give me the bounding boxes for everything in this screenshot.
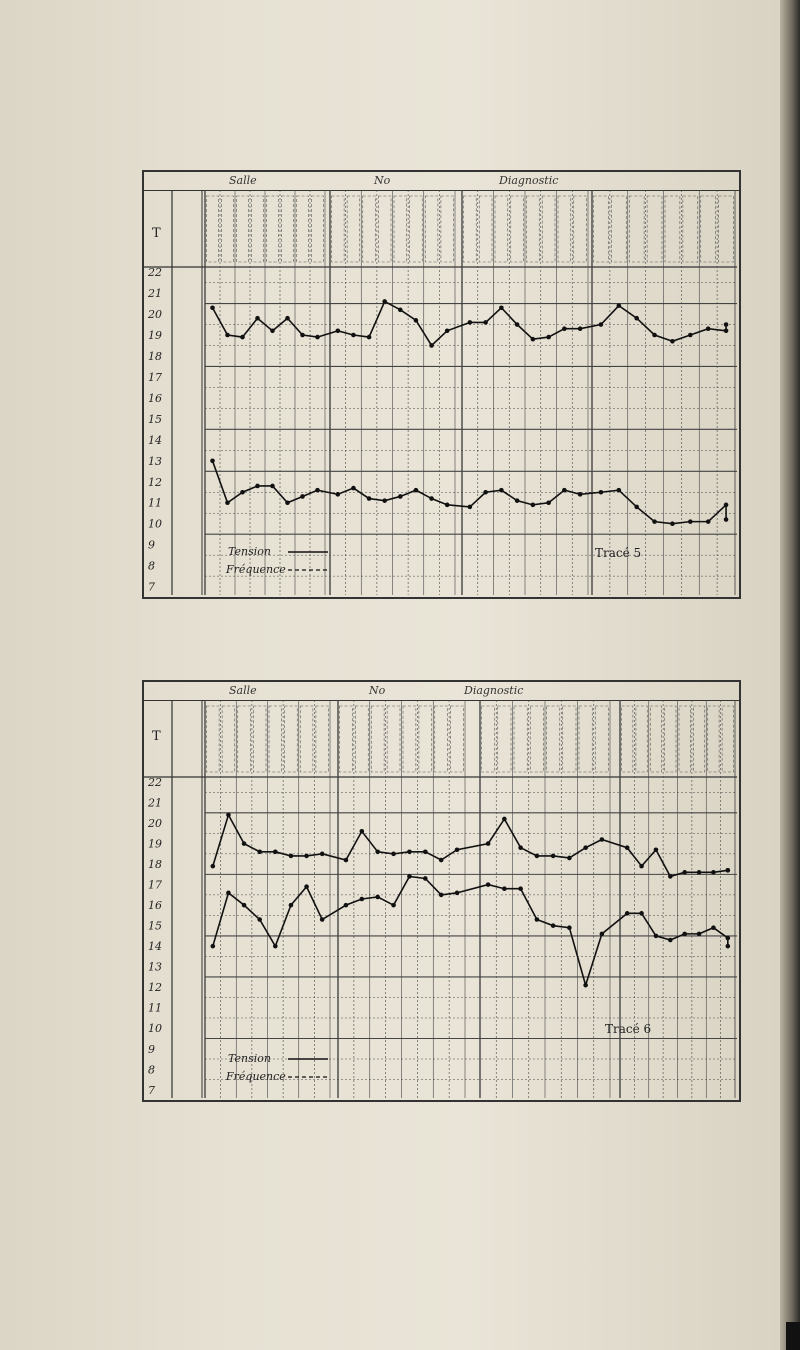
tension-upper-point xyxy=(711,870,716,875)
temp-label-22: 22 xyxy=(148,266,162,280)
temp-label-12: 12 xyxy=(148,475,162,489)
time-slot-mark xyxy=(451,706,464,772)
time-slot-mark xyxy=(285,706,298,772)
time-slot-mark xyxy=(622,706,633,772)
salle-label: Salle xyxy=(229,684,257,697)
temp-label-11: 11 xyxy=(148,496,162,510)
tension-lower-point xyxy=(697,932,702,937)
trace-label: Tracé 6 xyxy=(605,1022,652,1036)
time-slot-mark xyxy=(355,706,368,772)
tension-lower-point xyxy=(726,936,731,941)
tension-upper-point xyxy=(375,850,380,855)
axis-title-t: T xyxy=(152,729,161,744)
tension-upper-point xyxy=(211,864,216,869)
tension-lower-point xyxy=(711,925,716,930)
time-slot-mark xyxy=(679,706,690,772)
tension-lower-line xyxy=(213,876,728,985)
tension-lower-point xyxy=(455,891,460,896)
tension-lower-point xyxy=(583,983,588,988)
tension-upper-point xyxy=(273,850,278,855)
time-slot-mark xyxy=(514,706,527,772)
tension-lower-point xyxy=(567,925,572,930)
legend-tension: Tension xyxy=(228,545,271,558)
tension-lower-point xyxy=(320,917,325,922)
temp-label-14: 14 xyxy=(148,940,162,954)
tension-lower-point xyxy=(273,944,278,949)
time-slot-mark xyxy=(693,706,704,772)
temp-label-13: 13 xyxy=(148,960,162,974)
tension-lower-point xyxy=(639,911,644,916)
time-slot-mark xyxy=(300,706,313,772)
temp-label-16: 16 xyxy=(148,899,162,913)
legend-frequence: Fréquence xyxy=(226,563,286,576)
temp-label-8: 8 xyxy=(148,559,155,573)
time-slot-mark xyxy=(482,706,495,772)
tension-upper-point xyxy=(502,817,507,822)
page-edge xyxy=(780,0,800,1350)
temp-label-13: 13 xyxy=(148,454,162,468)
tension-upper-point xyxy=(639,864,644,869)
tension-lower-point xyxy=(226,891,231,896)
tension-upper-point xyxy=(668,874,673,879)
time-slot-mark xyxy=(253,706,266,772)
time-slot-mark xyxy=(238,706,251,772)
time-slot-mark xyxy=(636,706,647,772)
time-slot-mark xyxy=(419,706,432,772)
tension-lower-point xyxy=(423,876,428,881)
tension-lower-point xyxy=(535,917,540,922)
tension-upper-point xyxy=(360,829,365,834)
tension-upper-point xyxy=(654,847,659,852)
legend-frequence: Fréquence xyxy=(226,1070,286,1083)
temp-label-15: 15 xyxy=(148,412,162,426)
time-slot-mark xyxy=(387,706,400,772)
temp-label-11: 11 xyxy=(148,1001,162,1015)
no-label: No xyxy=(369,684,386,697)
temp-label-20: 20 xyxy=(148,817,162,831)
axis-title-t: T xyxy=(152,226,161,241)
temp-label-10: 10 xyxy=(148,517,162,531)
tension-lower-point xyxy=(654,934,659,939)
temp-label-15: 15 xyxy=(148,919,162,933)
temp-label-21: 21 xyxy=(148,287,162,301)
time-slot-mark xyxy=(435,706,448,772)
temp-label-16: 16 xyxy=(148,391,162,405)
tension-upper-point xyxy=(455,847,460,852)
tension-lower-point xyxy=(625,911,630,916)
diagnostic-label: Diagnostic xyxy=(464,684,524,697)
time-slot-mark xyxy=(207,706,220,772)
tension-lower-point xyxy=(502,886,507,891)
tension-lower-point xyxy=(375,895,380,900)
tension-lower-point xyxy=(211,944,216,949)
tension-lower-point xyxy=(551,923,556,928)
temp-label-9: 9 xyxy=(148,1042,155,1056)
time-slot-mark xyxy=(222,706,235,772)
tension-upper-point xyxy=(391,852,396,857)
trace-label: Tracé 5 xyxy=(595,546,642,560)
time-slot-mark xyxy=(722,706,733,772)
diagnostic-label: Diagnostic xyxy=(499,174,559,187)
time-slot-mark xyxy=(547,706,560,772)
tension-lower-point xyxy=(391,903,396,908)
tension-upper-point xyxy=(682,870,687,875)
temp-label-12: 12 xyxy=(148,981,162,995)
tension-upper-point xyxy=(257,850,262,855)
tension-lower-point xyxy=(344,903,349,908)
time-slot-mark xyxy=(403,706,416,772)
temp-label-8: 8 xyxy=(148,1063,155,1077)
tension-lower-point xyxy=(682,932,687,937)
time-slot-mark xyxy=(316,706,329,772)
tension-lower-point xyxy=(439,893,444,898)
tension-upper-point xyxy=(407,850,412,855)
time-slot-mark xyxy=(340,706,353,772)
time-slot-mark xyxy=(498,706,511,772)
temp-label-20: 20 xyxy=(148,308,162,322)
temp-label-19: 19 xyxy=(148,837,162,851)
time-slot-mark xyxy=(563,706,576,772)
tension-lower-point xyxy=(486,882,491,887)
tension-upper-point xyxy=(226,813,231,818)
time-slot-mark xyxy=(530,706,543,772)
tension-upper-line xyxy=(213,815,728,877)
temp-label-7: 7 xyxy=(148,1083,155,1097)
tension-upper-point xyxy=(697,870,702,875)
temp-label-14: 14 xyxy=(148,433,162,447)
time-slot-mark xyxy=(269,706,282,772)
temp-label-18: 18 xyxy=(148,858,162,872)
temp-label-7: 7 xyxy=(148,580,155,594)
tension-lower-point xyxy=(668,938,673,943)
tension-lower-point xyxy=(726,944,731,949)
time-slot-mark xyxy=(371,706,384,772)
tension-lower-point xyxy=(600,932,605,937)
temp-label-19: 19 xyxy=(148,329,162,342)
legend-tension: Tension xyxy=(228,1052,271,1065)
temp-label-21: 21 xyxy=(148,796,162,810)
tension-upper-point xyxy=(567,856,572,861)
tension-lower-point xyxy=(242,903,247,908)
corner-mark xyxy=(786,1322,800,1350)
time-slot-mark xyxy=(665,706,676,772)
time-slot-mark xyxy=(595,706,608,772)
temp-label-18: 18 xyxy=(148,349,162,363)
temp-label-9: 9 xyxy=(148,538,155,552)
tension-upper-point xyxy=(344,858,349,863)
tension-upper-point xyxy=(242,841,247,846)
tension-upper-point xyxy=(423,850,428,855)
tension-upper-point xyxy=(625,845,630,850)
tension-upper-point xyxy=(289,854,294,859)
tension-lower-point xyxy=(304,884,309,889)
tension-upper-point xyxy=(439,858,444,863)
tension-upper-point xyxy=(518,845,523,850)
no-label: No xyxy=(374,174,391,187)
temp-label-22: 22 xyxy=(148,776,162,790)
tension-upper-point xyxy=(535,854,540,859)
tension-upper-point xyxy=(583,845,588,850)
time-slot-mark xyxy=(708,706,719,772)
tension-upper-point xyxy=(320,852,325,857)
tension-upper-point xyxy=(551,854,556,859)
time-slot-mark xyxy=(579,706,592,772)
tension-lower-point xyxy=(257,917,262,922)
time-slot-mark xyxy=(650,706,661,772)
temp-label-17: 17 xyxy=(148,370,162,384)
temp-label-17: 17 xyxy=(148,878,162,892)
tension-lower-point xyxy=(360,897,365,902)
tension-lower-point xyxy=(407,874,412,879)
salle-label: Salle xyxy=(229,174,257,187)
tension-upper-point xyxy=(726,868,731,873)
tension-lower-point xyxy=(289,903,294,908)
tension-upper-point xyxy=(486,841,491,846)
tension-upper-point xyxy=(304,854,309,859)
tension-upper-point xyxy=(600,837,605,842)
tension-lower-point xyxy=(518,886,523,891)
temp-label-10: 10 xyxy=(148,1022,162,1036)
